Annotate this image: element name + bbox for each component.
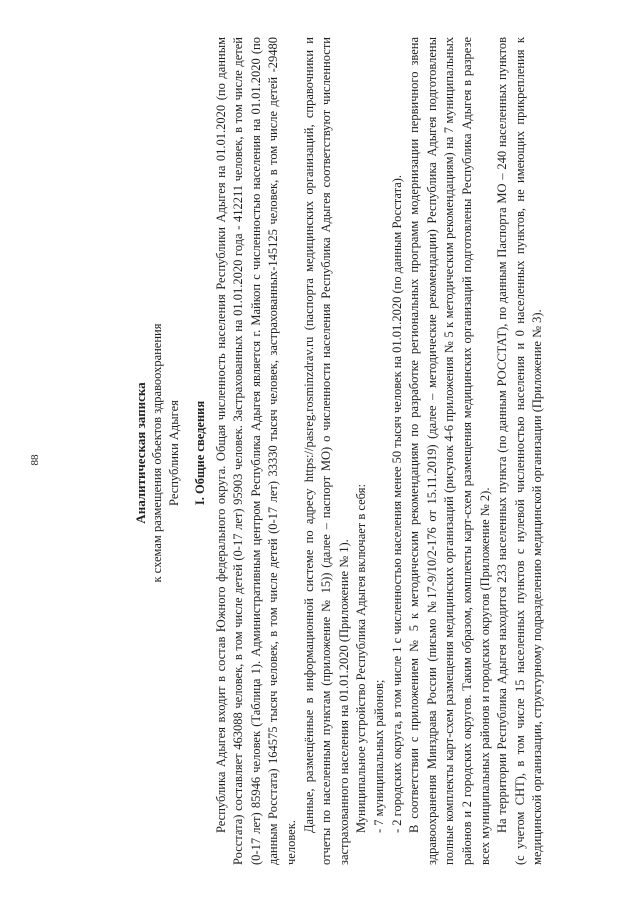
document-header [132,23,183,883]
document-subtitle-line1: к схемам размещения объектов здравоохранения [150,323,164,583]
document-subtitle-line2: Республики Адыгея [167,399,181,506]
rotated-page-content [40,23,600,883]
paragraph-municipal-structure: Муниципальное устройство Республика Адыгея включает в себя: [354,483,369,833]
document-title: Аналитическая записка [133,381,148,524]
section-heading: I. Общие сведения [193,400,207,505]
paragraph-methodology: В соответствии с приложением № 5 к методическим рекомендациям по разработке региональных программ модернизации первичного звена здравоохранения Минздрава России (письмо №17-9/10/2-176 от 15.11.2019) (далее – методические рекомендации) Республика Адыгея подготовлены полные комплекты карт-схем размещения медицинских организаций (рисунок 4-6 приложения № 5 к методическим рекомендациям) на 7 муниципальных районов и 2 городских округов. Таким образом, комплекты карт-схем размещения медицинских организаций подготовлены Республика Адыгея в разрезе всех муниципальных районов и городских округов (Приложение № 2). [407,36,492,865]
list-item-districts: - 7 муниципальных районов; [371,679,386,833]
paragraph-settlements: На территории Республика Адыгея находится 233 населенных пункта (по данным РОССТАТ), по данным Паспорта МО – 240 населенных пунктов (с учетом СНТ), в том числе 15 населенных пунктов с нулевой численностью населения и 0 населенных пунктов, не имеющих прикрепления к медицинской организации, структурному подразделению медицинской организации (Приложение № 3). [495,36,545,865]
list-item-city-districts: - 2 городских округа, в том числе 1 с численностью населения менее 50 тысяч человек на 01.01.2020 (по данным Росстата). [389,174,404,833]
paragraph-information-system [301,37,354,865]
paragraph-information-system-text: Данные, размещённые в информационной системе по адресу https://pasreg.rosminzdrav.ru (паспорта медицинских организаций, справочники и отчеты по населенным пунктам (приложение № 15)) (далее – паспорт МО) о численности населения Республика Адыгея соответствуют численности застрахованного населения на 01.01.2020 (Приложение № 1). [301,36,351,865]
page-number: 88 [29,454,41,466]
paragraph-general-population: Республика Адыгея входит в состав Южного федерального округа. Общая численность населения Республики Адыгея на 01.01.2020 (по данным Росстата) составляет 463088 человек, в том числе детей (0-17 лет) 95903 человек. Застрахованных на 01.01.2020 года - 412211 человек, в том числе детей (0-17 лет) 85946 человек (Таблица 1). Административным центром Республика Адыгея является г. Майкоп с численностью населения на 01.01.2020 (по данным Росстата) 164575 тысяч человек, в том числе детей (0-17 лет) 33330 тысяч человек, застрахованных-145125 человек, в том числе детей -29480 человек. [213,36,298,865]
document-body [213,23,547,883]
